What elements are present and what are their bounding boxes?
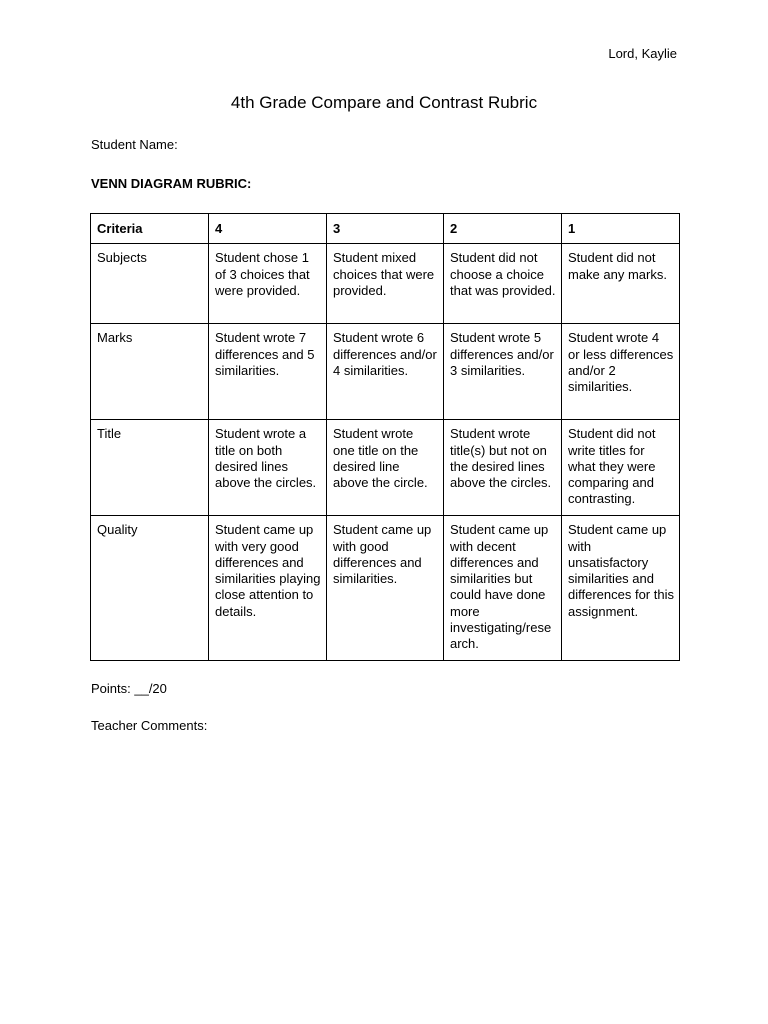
author-name: Lord, Kaylie xyxy=(608,46,677,61)
teacher-comments-label: Teacher Comments: xyxy=(91,718,208,733)
rubric-cell: Student wrote title(s) but not on the desired lines above the circles. xyxy=(444,420,562,516)
rubric-cell: Student did not make any marks. xyxy=(562,244,680,324)
rubric-table xyxy=(90,213,680,661)
criteria-cell: Quality xyxy=(91,516,209,660)
points-label: Points: __/20 xyxy=(91,681,167,696)
rubric-cell: Student wrote 6 differences and/or 4 similarities. xyxy=(327,324,444,420)
rubric-cell: Student came up with very good differences and similarities playing close attention to details. xyxy=(209,516,327,660)
rubric-cell: Student wrote 7 differences and 5 similarities. xyxy=(209,324,327,420)
table-row xyxy=(91,420,680,516)
criteria-cell: Marks xyxy=(91,324,209,420)
rubric-cell: Student came up with unsatisfactory similarities and differences for this assignment. xyxy=(562,516,680,660)
criteria-cell: Subjects xyxy=(91,244,209,324)
student-name-label: Student Name: xyxy=(91,137,178,152)
rubric-cell: Student wrote 4 or less differences and/or 2 similarities. xyxy=(562,324,680,420)
table-header-row xyxy=(91,214,680,244)
section-heading: VENN DIAGRAM RUBRIC: xyxy=(91,176,252,191)
column-header-score-2: 2 xyxy=(444,214,562,244)
rubric-cell: Student did not write titles for what they were comparing and contrasting. xyxy=(562,420,680,516)
rubric-cell: Student came up with decent differences and similarities but could have done more investigating/research. xyxy=(444,516,562,660)
rubric-cell: Student came up with good differences and similarities. xyxy=(327,516,444,660)
criteria-cell: Title xyxy=(91,420,209,516)
table-row xyxy=(91,244,680,324)
column-header-criteria: Criteria xyxy=(91,214,209,244)
rubric-cell: Student wrote 5 differences and/or 3 similarities. xyxy=(444,324,562,420)
page-title: 4th Grade Compare and Contrast Rubric xyxy=(230,93,538,112)
rubric-cell: Student wrote one title on the desired line above the circle. xyxy=(327,420,444,516)
column-header-score-4: 4 xyxy=(209,214,327,244)
column-header-score-3: 3 xyxy=(327,214,444,244)
rubric-cell: Student mixed choices that were provided. xyxy=(327,244,444,324)
table-row xyxy=(91,516,680,660)
rubric-cell: Student chose 1 of 3 choices that were provided. xyxy=(209,244,327,324)
table-row xyxy=(91,324,680,420)
rubric-cell: Student did not choose a choice that was provided. xyxy=(444,244,562,324)
rubric-cell: Student wrote a title on both desired lines above the circles. xyxy=(209,420,327,516)
column-header-score-1: 1 xyxy=(562,214,680,244)
